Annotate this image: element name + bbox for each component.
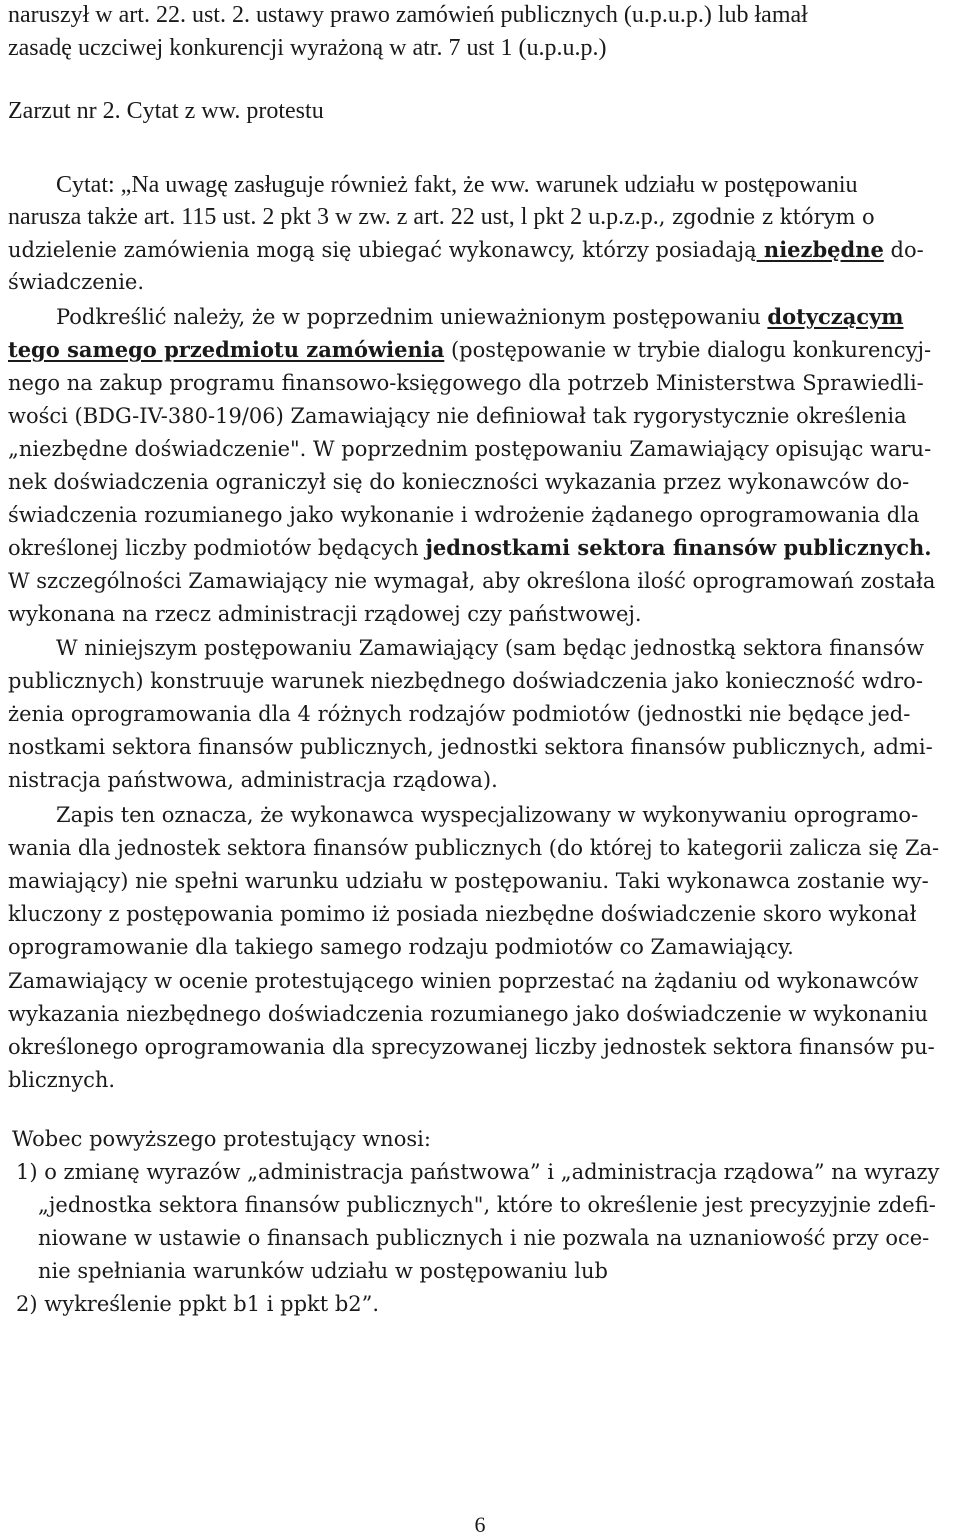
para1-text-2u: tego samego przedmiotu zamówienia xyxy=(8,337,445,362)
para1-line-9 xyxy=(8,566,935,596)
para1-text-9: W szczególności Zamawiający nie wymagał, aby określona ilość oprogramowań została xyxy=(8,569,936,593)
para2-line-3 xyxy=(8,699,910,729)
quote-line-3 xyxy=(8,235,948,265)
para2-text-3: żenia oprogramowania dla 4 różnych rodzajów podmiotów (jednostki nie będące jed- xyxy=(8,702,911,726)
para1-text-5a: „niezbędne doświadczenie". xyxy=(8,437,307,461)
para3-line-5 xyxy=(8,932,794,962)
para4-text-4: blicznych. xyxy=(8,1068,116,1092)
para1-text-7: świadczenia rozumianego jako wykonanie i wdrożenie żądanego oprogramowania dla xyxy=(8,503,920,527)
request-item-1-text-1: 1) o zmianę wyrazów „administracja państwowa” i „administracja rządowa” na wyrazy xyxy=(16,1160,940,1184)
para1-line-8 xyxy=(8,533,932,563)
para2-text-2: publicznych) konstruuje warunek niezbędnego doświadczenia jako konieczność wdro- xyxy=(8,669,923,693)
para1-text-1u: dotyczącym xyxy=(767,304,904,329)
para1-text-10: wykonana na rzecz administracji rządowej czy państwowej. xyxy=(8,602,642,626)
para2-line-1 xyxy=(56,633,924,663)
quote-line-2 xyxy=(8,202,948,232)
para2-line-4 xyxy=(8,732,933,762)
para2-text-5: nistracja państwowa, administracja rządowa). xyxy=(8,768,498,792)
header-text-2: zasadę uczciwej konkurencji wyrażoną w atr. 7 ust 1 (u.p.u.p.) xyxy=(8,35,607,61)
para3-text-3: mawiający) nie spełni warunku udziału w postępowaniu. Taki wykonawca zostanie wy- xyxy=(8,869,929,893)
para1-line-3 xyxy=(8,368,924,398)
requests-intro xyxy=(12,1124,431,1154)
header-line-1 xyxy=(8,0,948,30)
request-item-1-text-4: nie spełniania warunków udziału w postępowaniu lub xyxy=(38,1259,608,1283)
para4-line-2 xyxy=(8,999,928,1029)
quote-text-3u: niezbędne xyxy=(756,237,884,262)
quote-text-2b: , zgodnie z którym o xyxy=(658,205,875,229)
para3-line-1 xyxy=(56,800,918,830)
para4-text-3: określonego oprogramowania dla sprecyzowanej liczby jednostek sektora finansów pu- xyxy=(8,1035,935,1059)
para1-text-8b: jednostkami sektora finansów publicznych. xyxy=(425,535,932,560)
para1-line-4 xyxy=(8,401,907,431)
para3-text-1: Zapis ten oznacza, że wykonawca wyspecjalizowany w wykonywaniu oprogramo- xyxy=(56,803,919,827)
para3-text-2: wania dla jednostek sektora finansów publicznych (do której to kategorii zalicza się Za- xyxy=(8,836,940,860)
para1-line-1 xyxy=(56,302,946,332)
para2-text-1: W niniejszym postępowaniu Zamawiający (sam będąc jednostką sektora finansów xyxy=(56,636,925,660)
para3-text-5: oprogramowanie dla takiego samego rodzaju podmiotów co Zamawiający. xyxy=(8,935,794,959)
request-item-1-line-4 xyxy=(38,1256,608,1286)
para1-line-6 xyxy=(8,467,909,497)
request-item-1-line-3 xyxy=(38,1223,929,1253)
para1-text-8a: określonej liczby podmiotów będących xyxy=(8,536,426,560)
para1-text-2b: (postępowanie w trybie dialogu konkurencyj- xyxy=(444,338,932,362)
section-heading xyxy=(8,96,324,126)
para4-text-2: wykazania niezbędnego doświadczenia rozumianego jako doświadczenie w wykonaniu xyxy=(8,1002,929,1026)
para1-text-1a: Podkreślić należy, że w poprzednim unieważnionym postępowaniu xyxy=(56,305,768,329)
para2-line-5 xyxy=(8,765,498,795)
para4-line-4 xyxy=(8,1065,115,1095)
header-text-1: naruszył w art. 22. ust. 2. ustawy prawo zamówień publicznych (u.p.u.p.) lub łamał xyxy=(8,2,808,28)
quote-text-4: świadczenie. xyxy=(8,270,145,294)
quote-text-3b: do- xyxy=(883,238,924,262)
para3-line-3 xyxy=(8,866,929,896)
header-line-2 xyxy=(8,33,606,63)
quote-text-3a: udzielenie zamówienia mogą się ubiegać wykonawcy, którzy posiadają xyxy=(8,238,757,262)
para2-text-4: nostkami sektora finansów publicznych, jednostki sektora finansów publicznych, admi- xyxy=(8,735,933,759)
quote-text-1: Cytat: „Na uwagę zasługuje również fakt, że ww. warunek udziału w postępowaniu xyxy=(56,172,858,198)
request-item-1-line-2 xyxy=(38,1190,936,1220)
para1-text-3: nego na zakup programu finansowo-księgowego dla potrzeb Ministerstwa Sprawiedli- xyxy=(8,371,924,395)
para3-line-2 xyxy=(8,833,939,863)
heading-text: Zarzut nr 2. Cytat z ww. protestu xyxy=(8,98,324,124)
page-number: 6 xyxy=(474,1512,486,1537)
para1-text-6: nek doświadczenia ograniczył się do konieczności wykazania przez wykonawców do- xyxy=(8,470,910,494)
request-item-1-line-1 xyxy=(16,1157,939,1187)
requests-intro-text: Wobec powyższego protestujący wnosi: xyxy=(12,1127,431,1151)
quote-line-4 xyxy=(8,267,144,297)
para2-line-2 xyxy=(8,666,923,696)
request-item-2-text: 2) wykreślenie ppkt b1 i ppkt b2”. xyxy=(16,1292,380,1316)
para3-line-4 xyxy=(8,899,916,929)
para1-line-10 xyxy=(8,599,642,629)
para4-line-1 xyxy=(8,966,919,996)
para4-text-1: Zamawiający w ocenie protestującego winien poprzestać na żądaniu od wykonawców xyxy=(8,969,919,993)
para1-line-2 xyxy=(8,335,948,365)
request-item-1-text-3: niowane w ustawie o finansach publicznych i nie pozwala na uznaniowość przy oce- xyxy=(38,1226,930,1250)
para3-text-4: kluczony z postępowania pomimo iż posiada niezbędne doświadczenie skoro wykonał xyxy=(8,902,917,926)
quote-line-1 xyxy=(56,170,946,200)
para1-text-4: wości (BDG-IV-380-19/06) Zamawiający nie definiował tak rygorystycznie określenia xyxy=(8,404,907,428)
para4-line-3 xyxy=(8,1032,935,1062)
para1-text-5b: W poprzednim postępowaniu Zamawiający opisując waru- xyxy=(306,437,932,461)
request-item-2 xyxy=(16,1289,379,1319)
para1-line-5 xyxy=(8,434,931,464)
quote-text-2a: narusza także art. 115 ust. 2 pkt 3 w zw. z art. 22 ust, l pkt 2 u.p.z.p. xyxy=(8,204,659,230)
request-item-1-text-2: „jednostka sektora finansów publicznych", które to określenie jest precyzyjnie zdefi- xyxy=(38,1193,936,1217)
para1-line-7 xyxy=(8,500,919,530)
